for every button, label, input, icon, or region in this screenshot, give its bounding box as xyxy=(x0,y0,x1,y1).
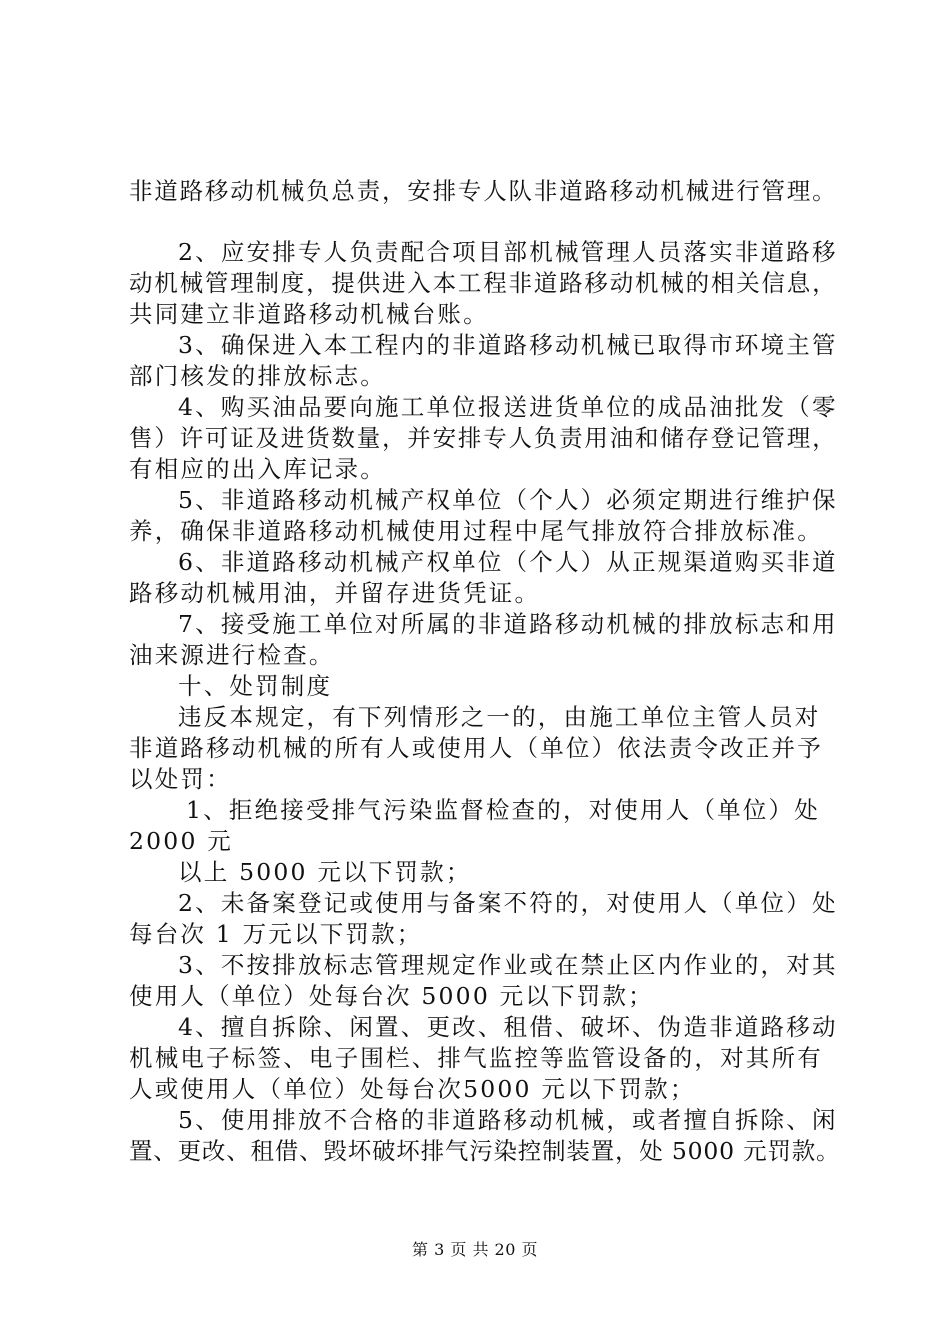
text-line: 共同建立非道路移动机械台账。 xyxy=(129,300,489,328)
text-line: 4、擅自拆除、闲置、更改、租借、破坏、伪造非道路移动 xyxy=(178,1013,838,1041)
text-line: 每台次 1 万元以下罚款； xyxy=(129,920,423,948)
text-line: 2、未备案登记或使用与备案不符的，对使用人（单位）处 xyxy=(178,889,838,917)
text-line: 违反本规定，有下列情形之一的，由施工单位主管人员对 xyxy=(178,703,821,731)
text-line: 5、非道路移动机械产权单位（个人）必须定期进行维护保 xyxy=(178,486,838,514)
text-line: 以上 5000 元以下罚款； xyxy=(178,858,472,886)
text-line: 置、更改、租借、毁坏破坏排气污染控制装置，处 5000 元罚款。 xyxy=(129,1137,841,1165)
text-line: 有相应的出入库记录。 xyxy=(129,455,386,483)
text-line: 5、使用排放不合格的非道路移动机械，或者擅自拆除、闲 xyxy=(178,1106,838,1134)
text-line: 人或使用人（单位）处每台次5000 元以下罚款； xyxy=(129,1075,696,1103)
text-line: 使用人（单位）处每台次 5000 元以下罚款； xyxy=(129,982,654,1010)
text-line: 3、确保进入本工程内的非道路移动机械已取得市环境主管 xyxy=(178,331,838,359)
text-line: 养，确保非道路移动机械使用过程中尾气排放符合排放标准。 xyxy=(129,517,823,545)
text-line: 4、购买油品要向施工单位报送进货单位的成品油批发（零 xyxy=(178,393,838,421)
text-line: 路移动机械用油，并留存进货凭证。 xyxy=(129,579,541,607)
text-line: 3、不按排放标志管理规定作业或在禁止区内作业的，对其 xyxy=(178,951,838,979)
text-line: 售）许可证及进货数量，并安排专人负责用油和储存登记管理， xyxy=(129,424,838,452)
text-line: 动机械管理制度，提供进入本工程非道路移动机械的相关信息， xyxy=(129,269,838,297)
text-line: 非道路移动机械负总责，安排专人队非道路移动机械进行管理。 xyxy=(129,177,838,205)
text-line: 油来源进行检查。 xyxy=(129,641,335,669)
text-line: 7、接受施工单位对所属的非道路移动机械的排放标志和用 xyxy=(178,610,838,638)
text-line: 2、应安排专人负责配合项目部机械管理人员落实非道路移 xyxy=(178,238,838,266)
text-line: 非道路移动机械的所有人或使用人（单位）依法责令改正并予 xyxy=(129,734,823,762)
section-heading: 十、处罚制度 xyxy=(178,672,333,700)
text-line: 2000 元 xyxy=(129,827,233,855)
page-number: 第 3 页 共 20 页 xyxy=(412,1240,538,1259)
text-line: 1、拒绝接受排气污染监督检查的，对使用人（单位）处 xyxy=(186,796,820,824)
text-line: 6、非道路移动机械产权单位（个人）从正规渠道购买非道 xyxy=(178,548,838,576)
text-line: 机械电子标签、电子围栏、排气监控等监管设备的，对其所有 xyxy=(129,1044,823,1072)
text-line: 以处罚： xyxy=(129,765,232,793)
text-line: 部门核发的排放标志。 xyxy=(129,362,386,390)
